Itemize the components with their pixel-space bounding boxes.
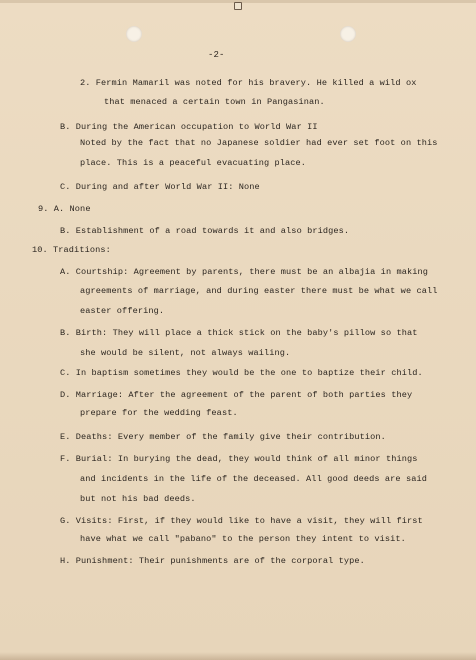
text-line: that menaced a certain town in Pangasinan. — [104, 97, 325, 107]
punch-hole-left — [126, 26, 142, 42]
page-bottom-edge — [0, 652, 476, 660]
text-line: D. Marriage: After the agreement of the parent of both parties they — [60, 390, 413, 400]
text-line: 9. A. None — [38, 204, 91, 214]
text-line: she would be silent, not always wailing. — [80, 348, 291, 358]
text-line: B. During the American occupation to World War II — [60, 122, 318, 132]
text-line: but not his bad deeds. — [80, 494, 196, 504]
page-number: -2- — [208, 50, 225, 60]
text-line: H. Punishment: Their punishments are of the corporal type. — [60, 556, 365, 566]
text-line: B. Birth: They will place a thick stick on the baby's pillow so that — [60, 328, 418, 338]
text-line: B. Establishment of a road towards it and also bridges. — [60, 226, 350, 236]
section-heading: 10. Traditions: — [32, 245, 111, 255]
text-line: C. During and after World War II: None — [60, 182, 260, 192]
text-line: Noted by the fact that no Japanese soldier had ever set foot on this — [80, 138, 438, 148]
text-line: C. In baptism sometimes they would be the one to baptize their child. — [60, 368, 423, 378]
text-line: E. Deaths: Every member of the family give their contribution. — [60, 432, 386, 442]
text-line: agreements of marriage, and during easter there must be what we call — [80, 286, 438, 296]
text-line: easter offering. — [80, 306, 165, 316]
text-line: 2. Fermin Mamaril was noted for his bravery. He killed a wild ox — [80, 78, 417, 88]
text-line: F. Burial: In burying the dead, they would think of all minor things — [60, 454, 418, 464]
text-line: prepare for the wedding feast. — [80, 408, 238, 418]
text-line: have what we call "pabano" to the person they intent to visit. — [80, 534, 406, 544]
text-line: and incidents in the life of the deceased. All good deeds are said — [80, 474, 427, 484]
text-line: G. Visits: First, if they would like to have a visit, they will first — [60, 516, 423, 526]
text-line: A. Courtship: Agreement by parents, there must be an albajia in making — [60, 267, 428, 277]
punch-hole-right — [340, 26, 356, 42]
text-line: place. This is a peaceful evacuating place. — [80, 158, 307, 168]
binder-clip-mark — [234, 2, 242, 10]
